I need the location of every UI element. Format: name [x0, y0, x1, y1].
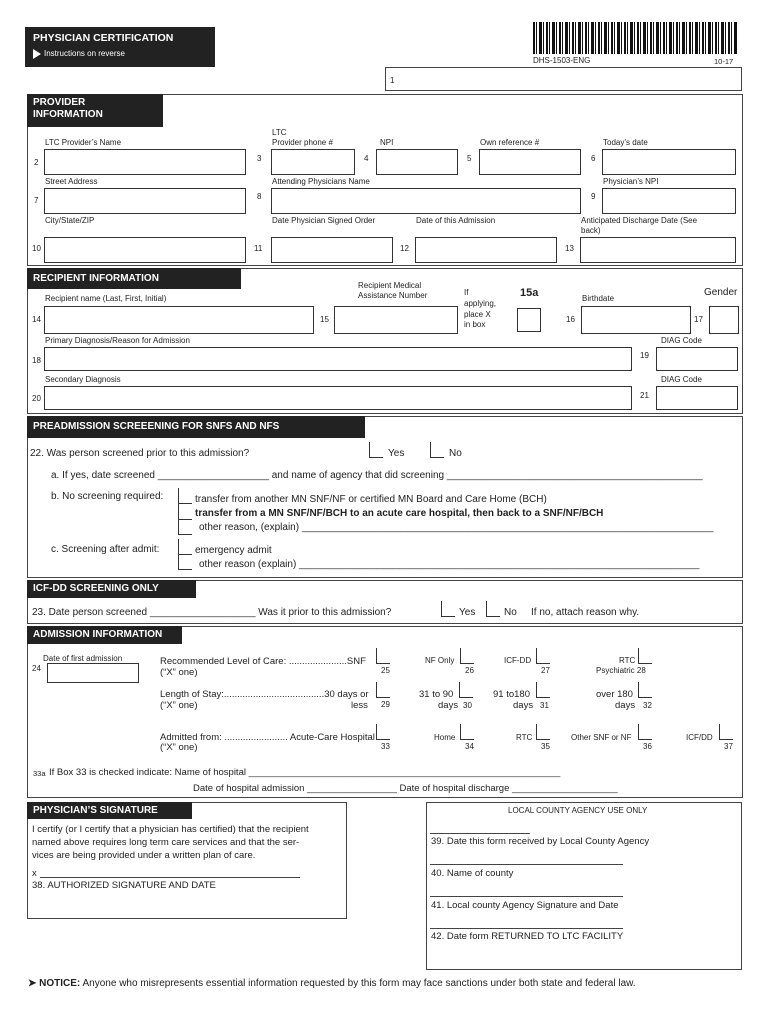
los-31-90-checkbox[interactable] — [459, 682, 473, 698]
physician-signed-order-label: Date Physician Signed Order — [272, 216, 376, 225]
field-1-number: 1 — [390, 76, 395, 85]
recipient-name-input[interactable] — [44, 306, 314, 334]
signature-x: x — [32, 868, 37, 879]
field-13-number: 13 — [565, 244, 574, 253]
field-14-number: 14 — [32, 315, 41, 324]
b2-checkbox[interactable] — [178, 504, 192, 520]
diag-code-input-1[interactable] — [656, 347, 738, 371]
field-7-number: 7 — [34, 196, 39, 205]
field-19-number: 19 — [640, 351, 649, 360]
home-checkbox[interactable] — [460, 724, 474, 740]
play-arrow-icon — [33, 49, 41, 59]
gender-label: Gender — [704, 287, 738, 298]
los-over-180-days: days — [615, 700, 636, 711]
icf-dd-from-label: ICF/DD — [686, 733, 713, 742]
diag-code-label-2: DIAG Code — [661, 375, 702, 384]
q22-no-checkbox[interactable] — [430, 442, 444, 458]
notice — [28, 978, 636, 989]
physician-signed-order-input[interactable] — [271, 237, 393, 263]
field-18-number: 18 — [32, 356, 41, 365]
c1-checkbox[interactable] — [178, 539, 192, 555]
field-38-label: 38. AUTHORIZED SIGNATURE AND DATE — [32, 880, 216, 891]
recipient-ma-label-2: Assistance Number — [358, 291, 428, 300]
field-6-number: 6 — [591, 154, 596, 163]
form-title: PHYSICIAN CERTIFICATION — [33, 32, 174, 44]
field-24-number: 24 — [32, 664, 41, 673]
field-26-number: 26 — [465, 666, 474, 675]
physician-npi-label: Physician’s NPI — [603, 177, 659, 186]
ltc-provider-name-input[interactable] — [44, 149, 246, 175]
los-91-180-label: 91 to180 — [493, 689, 530, 700]
question-23: 23. Date person screened ___________________ Was it prior to this admission? — [32, 607, 392, 618]
less-label: less — [351, 700, 368, 711]
question-22b: b. No screening required: — [51, 491, 164, 502]
primary-diagnosis-input[interactable] — [44, 347, 632, 371]
field-36-number: 36 — [643, 742, 652, 751]
field-35-number: 35 — [541, 742, 550, 751]
other-snf-checkbox[interactable] — [638, 724, 652, 740]
preadmission-header: PREADMISSION SCREEENING FOR SNFS AND NFS — [27, 416, 365, 438]
field-41-label: 41. Local county Agency Signature and Date — [431, 900, 619, 911]
field-1-box[interactable] — [385, 67, 742, 91]
length-of-stay-label: Length of Stay:......................................30 days or — [160, 689, 369, 700]
field-16-number: 16 — [566, 315, 575, 324]
los-31-90-days: days — [438, 700, 459, 711]
admission-date-input[interactable] — [415, 237, 557, 263]
npi-label: NPI — [380, 138, 394, 147]
rtc-from-checkbox[interactable] — [536, 724, 550, 740]
primary-diagnosis-label: Primary Diagnosis/Reason for Admission — [45, 336, 190, 345]
question-22: 22. Was person screened prior to this admission? — [30, 448, 250, 459]
field-3-number: 3 — [257, 154, 262, 163]
question-22c: c. Screening after admit: — [51, 544, 160, 555]
own-reference-label: Own reference # — [480, 138, 540, 147]
icf-dd-label: ICF-DD — [504, 656, 532, 665]
recommended-level-label: Recommended Level of Care: ......................SNF — [160, 656, 366, 667]
provider-phone-label: Provider phone # — [272, 138, 333, 147]
rtc-psych-checkbox[interactable] — [638, 648, 652, 664]
city-state-zip-input[interactable] — [44, 237, 246, 263]
signature-line[interactable] — [40, 877, 300, 878]
anticipated-discharge-label-2: back) — [581, 226, 601, 235]
recipient-header: RECIPIENT INFORMATION — [27, 268, 241, 289]
field-39-line[interactable] — [430, 833, 530, 834]
field-4-number: 4 — [364, 154, 369, 163]
b2-label: transfer from a MN SNF/NF/BCH to an acute care hospital, then back to a SNF/NF/BCH — [195, 508, 604, 519]
birthdate-input[interactable] — [581, 306, 691, 334]
cert-line-3: vices are being provided under a written plan of care. — [32, 850, 256, 861]
todays-date-label: Today’s date — [603, 138, 648, 147]
street-address-label: Street Address — [45, 177, 98, 186]
cert-line-1: I certify (or I certify that a physician has certified) that the recipient — [32, 824, 309, 835]
home-label: Home — [434, 733, 456, 742]
acute-care-checkbox[interactable] — [376, 724, 390, 740]
cert-line-2: named above requires long term care services and that the ser- — [32, 837, 300, 848]
field-8-number: 8 — [257, 192, 262, 201]
applying-checkbox[interactable] — [517, 308, 541, 332]
q22-no-label: No — [449, 448, 462, 459]
attending-physician-label: Attending Physicians Name — [272, 177, 370, 186]
diag-code-label-1: DIAG Code — [661, 336, 702, 345]
field-5-number: 5 — [467, 154, 472, 163]
field-30-number: 30 — [463, 701, 472, 710]
notice-label: ➤ NOTICE: — [28, 978, 81, 989]
field-21-number: 21 — [640, 391, 649, 400]
field-42-label: 42. Date form RETURNED TO LTC FACILITY — [431, 931, 624, 942]
secondary-diagnosis-label: Secondary Diagnosis — [45, 375, 121, 384]
snf-checkbox[interactable] — [376, 648, 390, 664]
b3-label: other reason, (explain) __________________________________________________________________________ — [199, 522, 714, 533]
admission-header: ADMISSION INFORMATION — [27, 626, 182, 644]
field-10-number: 10 — [32, 244, 41, 253]
physician-npi-input[interactable] — [602, 188, 736, 214]
field-2-number: 2 — [34, 158, 39, 167]
field-11-number: 11 — [254, 244, 263, 253]
field-41-line[interactable] — [430, 896, 623, 897]
provider-phone-input[interactable] — [271, 149, 355, 175]
attending-physician-input[interactable] — [271, 188, 581, 214]
icf-dd-from-checkbox[interactable] — [719, 724, 733, 740]
date-first-admission-label: Date of first admission — [43, 654, 123, 663]
npi-input[interactable] — [376, 149, 458, 175]
los-over-180-checkbox[interactable] — [638, 682, 652, 698]
instructions-text: Instructions on reverse — [33, 49, 125, 59]
field-32-number: 32 — [643, 701, 652, 710]
rtc-label: RTC — [619, 656, 636, 665]
los-91-180-days: days — [513, 700, 534, 711]
recipient-ma-number-input[interactable] — [334, 306, 458, 334]
diag-code-input-2[interactable] — [656, 386, 738, 410]
hospital-dates: Date of hospital admission _________________ Date of hospital discharge ____________________ — [193, 783, 618, 794]
q23-yes-checkbox[interactable] — [441, 601, 455, 617]
field-20-number: 20 — [32, 394, 41, 403]
ltc-provider-name-label: LTC Provider’s Name — [45, 138, 122, 147]
in-box-label: in box — [464, 320, 486, 329]
field-33-number: 33 — [381, 742, 390, 751]
nf-only-checkbox[interactable] — [460, 648, 474, 664]
rtc-from-label: RTC — [516, 733, 533, 742]
q23-no-checkbox[interactable] — [486, 601, 500, 617]
length-of-stay-x-one: (“X” one) — [160, 700, 198, 711]
notice-text: Anyone who misrepresents essential information requested by this form may face sanctions under both state and federal law. — [82, 978, 636, 989]
field-40-label: 40. Name of county — [431, 868, 514, 879]
c2-checkbox[interactable] — [178, 554, 192, 570]
barcode — [533, 22, 738, 54]
place-x-label: place X — [464, 310, 491, 319]
field-9-number: 9 — [591, 192, 596, 201]
b1-label: transfer from another MN SNF/NF or certified MN Board and Care Home (BCH) — [195, 494, 547, 505]
secondary-diagnosis-input[interactable] — [44, 386, 632, 410]
q22-yes-checkbox[interactable] — [369, 442, 383, 458]
field-25-number: 25 — [381, 666, 390, 675]
birthdate-label: Birthdate — [582, 294, 615, 303]
physician-signature-header: PHYSICIAN’S SIGNATURE — [27, 802, 192, 819]
b1-checkbox[interactable] — [178, 488, 192, 504]
c2-label: other reason (explain) ________________________________________________________________________ — [199, 559, 700, 570]
if-applying-label: If — [464, 288, 469, 297]
field-27-number: 27 — [541, 666, 550, 675]
psychiatric-label: Psychiatric 28 — [596, 666, 646, 675]
field-37-number: 37 — [724, 742, 733, 751]
q22-yes-label: Yes — [388, 448, 405, 459]
field-33a-number: 33a — [33, 769, 46, 778]
admitted-from-label: Admitted from: ........................ Acute-Care Hospital — [160, 732, 375, 743]
own-reference-input[interactable] — [479, 149, 581, 175]
todays-date-input[interactable] — [602, 149, 736, 175]
icf-dd-header: ICF-DD SCREENING ONLY — [27, 580, 196, 598]
field-42-line[interactable] — [430, 928, 623, 929]
los-91-180-checkbox[interactable] — [536, 682, 550, 698]
field-15a-label: 15a — [520, 287, 539, 299]
ltc-label: LTC — [272, 128, 287, 137]
los-31-90-label: 31 to 90 — [419, 689, 454, 700]
street-address-input[interactable] — [44, 188, 246, 214]
if-applying-label-2: applying, — [464, 299, 497, 308]
icf-dd-checkbox[interactable] — [536, 648, 550, 664]
anticipated-discharge-label: Anticipated Discharge Date (See — [581, 216, 698, 225]
field-39-label: 39. Date this form received by Local County Agency — [431, 836, 650, 847]
recommended-level-x-one: (“X” one) — [160, 667, 198, 678]
county-title: LOCAL COUNTY AGENCY USE ONLY — [508, 806, 648, 815]
admission-date-label: Date of this Admission — [416, 216, 496, 225]
field-12-number: 12 — [400, 244, 409, 253]
q23-note: If no, attach reason why. — [531, 607, 640, 618]
los-over-180-label: over 180 — [596, 689, 633, 700]
recipient-name-label: Recipient name (Last, First, Initial) — [45, 294, 167, 303]
field-17-number: 17 — [694, 315, 703, 324]
title-bar — [25, 27, 215, 67]
q23-no-label: No — [504, 607, 517, 618]
nf-only-label: NF Only — [425, 656, 455, 665]
gender-input[interactable] — [709, 306, 739, 334]
question-22a: a. If yes, date screened ____________________ and name of agency that did screening ______________________________________________ — [51, 470, 703, 481]
city-state-zip-label: City/State/ZIP — [45, 216, 95, 225]
recipient-ma-label: Recipient Medical — [358, 281, 422, 290]
other-snf-label: Other SNF or NF — [571, 733, 632, 742]
q23-yes-label: Yes — [459, 607, 476, 618]
county-section — [426, 802, 742, 970]
form-id: DHS-1503-ENG — [533, 56, 591, 65]
field-15-number: 15 — [320, 315, 329, 324]
question-33a: If Box 33 is checked indicate: Name of hospital ___________________________________________________________ — [49, 767, 561, 778]
form-date: 10-17 — [714, 57, 734, 66]
field-34-number: 34 — [465, 742, 474, 751]
los-30-checkbox[interactable] — [376, 682, 390, 698]
field-31-number: 31 — [540, 701, 549, 710]
anticipated-discharge-input[interactable] — [580, 237, 736, 263]
c1-label: emergency admit — [195, 545, 272, 556]
field-40-line[interactable] — [430, 864, 623, 865]
provider-header: PROVIDER INFORMATION — [27, 94, 163, 127]
field-29-number: 29 — [381, 700, 390, 709]
b3-checkbox[interactable] — [178, 519, 192, 535]
date-first-admission-input[interactable] — [47, 663, 139, 683]
admitted-from-x-one: (“X” one) — [160, 742, 198, 753]
